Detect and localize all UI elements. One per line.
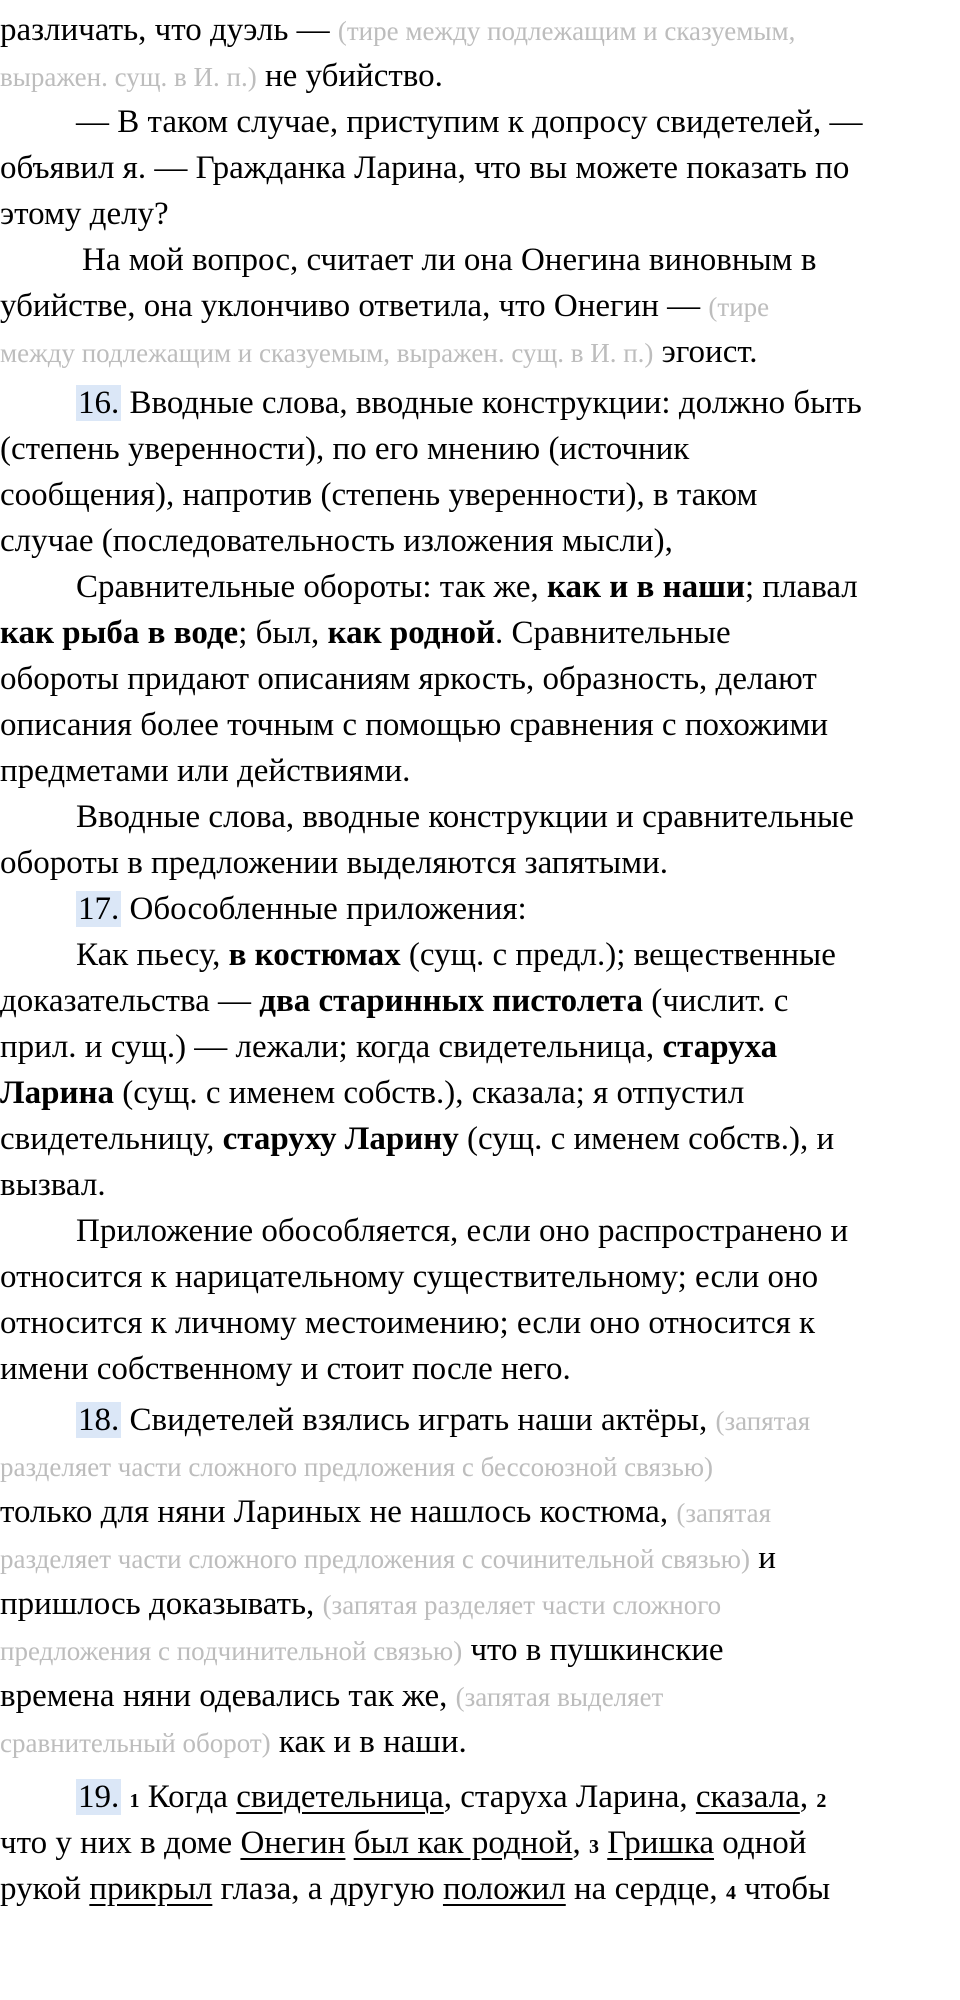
clause-number: 3	[589, 1836, 599, 1858]
text: (сущ. с именем собств.), и	[466, 1121, 835, 1157]
bold-phrase: как и в наши	[547, 569, 746, 605]
text-line	[0, 1627, 724, 1674]
bold-phrase: как родной	[327, 615, 495, 651]
underlined-subject: Онегин	[240, 1825, 346, 1861]
underlined-subject: Гришка	[607, 1825, 715, 1861]
text: , старуха Ларина,	[443, 1779, 688, 1815]
text-line	[0, 1443, 713, 1490]
bold-phrase: как рыба в воде	[0, 615, 239, 651]
text-line	[0, 1719, 467, 1766]
bold-phrase: в костюмах	[228, 937, 401, 973]
clause-number: 2	[816, 1790, 827, 1812]
text-line	[0, 426, 689, 472]
text-line	[76, 932, 836, 978]
text-line	[0, 1581, 721, 1628]
text-line	[76, 380, 862, 426]
text-line	[0, 1024, 777, 1070]
underlined-predicate: положил	[442, 1871, 566, 1907]
text: объявил я. — Гражданка Ларина, что вы можете показать по	[0, 150, 850, 186]
text-line	[0, 1070, 744, 1116]
text: Когда	[147, 1779, 228, 1815]
text: ,	[799, 1779, 809, 1815]
text: что у них в доме	[0, 1825, 233, 1861]
text-line	[0, 1346, 571, 1392]
grammar-note: (запятая выделяет	[455, 1682, 664, 1712]
text: ,	[572, 1825, 581, 1861]
text: относится к личному местоимению; если оно относится к	[0, 1305, 816, 1341]
grammar-note: (запятая	[676, 1498, 772, 1528]
text: что в пушкинские	[470, 1632, 724, 1668]
text-line	[0, 1535, 776, 1582]
grammar-note: между подлежащим и сказуемым, выражен. сущ. в И. п.)	[0, 338, 654, 368]
text-line	[76, 886, 527, 932]
grammar-note: предложения с подчинительной связью)	[0, 1636, 463, 1666]
text: Вводные слова, вводные конструкции: должно быть	[129, 385, 862, 421]
text: имени собственному и стоит после него.	[0, 1351, 571, 1387]
text: ; плавал	[745, 569, 858, 605]
text-line	[0, 1820, 806, 1870]
text: и	[758, 1540, 776, 1576]
text: чтобы	[744, 1871, 831, 1907]
text-line	[0, 748, 410, 794]
section-number-18: 18.	[78, 1402, 120, 1438]
text: Свидетелей взялись играть наши актёры,	[129, 1402, 708, 1438]
text: времена няни одевались так же,	[0, 1678, 448, 1714]
text: . Сравнительные	[494, 615, 731, 651]
text: описания более точным с помощью сравнения с похожими	[0, 707, 829, 743]
text: убийстве, она уклончиво ответила, что Онегин —	[0, 288, 701, 324]
underlined-predicate: сказала	[695, 1779, 800, 1815]
text-line	[0, 610, 731, 656]
grammar-note: сравнительный оборот)	[0, 1728, 271, 1758]
text-line	[0, 53, 443, 100]
text: Вводные слова, вводные конструкции и сравнительные	[76, 799, 854, 835]
text-line	[0, 191, 169, 237]
text: На мой вопрос, считает ли она Онегина виновным в	[82, 242, 817, 278]
grammar-note: (запятая разделяет части сложного	[322, 1590, 722, 1620]
grammar-note: (запятая	[715, 1406, 811, 1436]
grammar-note: выражен. сущ. в И. п.)	[0, 62, 257, 92]
text-line	[0, 518, 673, 564]
text-line	[76, 1774, 826, 1824]
text-line	[0, 1162, 106, 1208]
text-line	[0, 472, 757, 518]
text-line	[0, 1673, 663, 1720]
text-line	[0, 702, 828, 748]
text: (сущ. с именем собств.), сказала; я отпустил	[122, 1075, 745, 1111]
underlined-subject: свидетельница	[236, 1779, 444, 1815]
text: (сущ. с предл.); вещественные	[408, 937, 836, 973]
text-line	[0, 1866, 830, 1916]
text: — В таком случае, приступим к допросу свидетелей, —	[76, 104, 863, 140]
text: не убийство.	[264, 58, 443, 94]
text: различать, что дуэль —	[0, 12, 330, 48]
text-line	[76, 794, 854, 840]
text-line	[0, 145, 849, 191]
section-number-16: 16.	[78, 385, 120, 421]
section-number-19: 19.	[78, 1779, 120, 1815]
text-line	[0, 283, 769, 330]
text-line	[76, 1397, 810, 1444]
text: вызвал.	[0, 1167, 106, 1203]
text-line	[76, 1208, 848, 1254]
text: на сердце,	[574, 1871, 718, 1907]
text: Обособленные приложения:	[129, 891, 527, 927]
section-number-17: 17.	[78, 891, 120, 927]
text: относится к нарицательному существительному; если оно	[0, 1259, 819, 1295]
text: случае (последовательность изложения мысли),	[0, 523, 673, 559]
text-line	[0, 7, 795, 54]
clause-number: 1	[129, 1790, 140, 1812]
text-line	[82, 237, 816, 283]
text: (числит. с	[651, 983, 789, 1019]
text: предметами или действиями.	[0, 753, 411, 789]
grammar-note: (тире между подлежащим и сказуемым,	[337, 16, 796, 46]
clause-number: 4	[725, 1882, 736, 1904]
text: обороты придают описаниям яркость, образность, делают	[0, 661, 817, 697]
text: сообщения), напротив (степень уверенности), в таком	[0, 477, 758, 513]
text: пришлось доказывать,	[0, 1586, 315, 1622]
bold-phrase: два старинных пистолета	[259, 983, 643, 1019]
grammar-note: (тире	[708, 292, 770, 322]
bold-phrase: Ларина	[0, 1075, 114, 1111]
text-line	[0, 1254, 818, 1300]
text: (степень уверенности), по его мнению (источник	[0, 431, 690, 467]
grammar-note: разделяет части сложного предложения с сочинительной связью)	[0, 1544, 750, 1574]
text: одной	[722, 1825, 807, 1861]
text-line	[76, 564, 858, 610]
text: Как пьесу,	[76, 937, 221, 973]
text: этому делу?	[0, 196, 169, 232]
underlined-predicate: прикрыл	[89, 1871, 213, 1907]
text: Сравнительные обороты: так же,	[76, 569, 539, 605]
grammar-note: разделяет части сложного предложения с бессоюзной связью)	[0, 1452, 714, 1482]
text-line	[0, 840, 668, 886]
text: эгоист.	[661, 334, 758, 370]
underlined-predicate: был как родной	[353, 1825, 573, 1861]
text-line	[76, 99, 862, 145]
text-line	[0, 656, 817, 702]
text-line	[0, 1116, 834, 1162]
text: доказательства —	[0, 983, 251, 1019]
text: обороты в предложении выделяются запятыми.	[0, 845, 669, 881]
text-line	[0, 329, 758, 376]
text: только для няни Лариных не нашлось костюма,	[0, 1494, 669, 1530]
bold-phrase: старуха	[662, 1029, 778, 1065]
text: ; был,	[238, 615, 320, 651]
text-line	[0, 1489, 771, 1536]
text: рукой	[0, 1871, 82, 1907]
text: прил. и сущ.) — лежали; когда свидетельница,	[0, 1029, 655, 1065]
text-line	[0, 1300, 815, 1346]
text: глаза, а другую	[220, 1871, 435, 1907]
text-line	[0, 978, 788, 1024]
text: как и в наши.	[278, 1724, 467, 1760]
text: Приложение обособляется, если оно распространено и	[76, 1213, 849, 1249]
bold-phrase: старуху Ларину	[222, 1121, 459, 1157]
text: свидетельницу,	[0, 1121, 215, 1157]
